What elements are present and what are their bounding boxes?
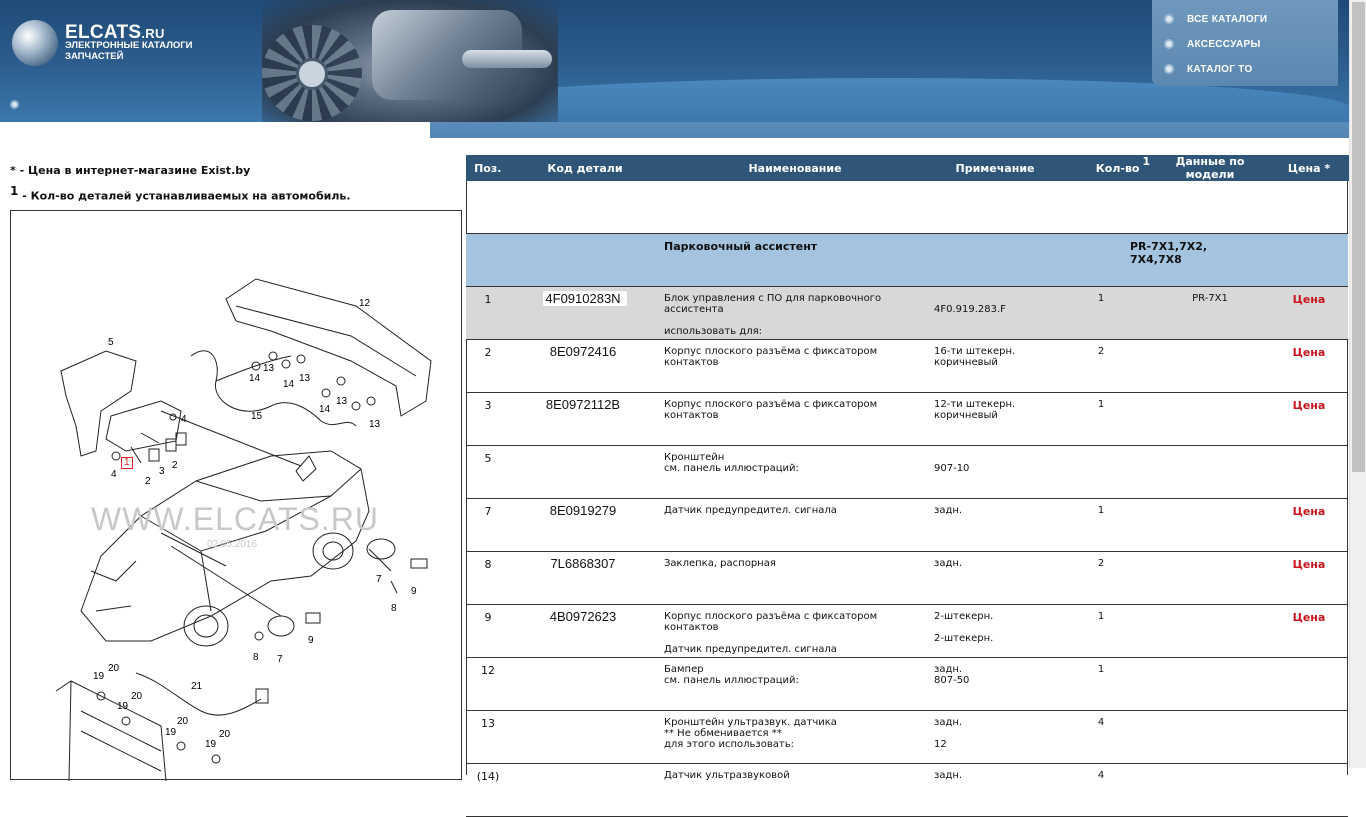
nav-service-catalog[interactable]: КАТАЛОГ ТО — [1164, 61, 1253, 77]
table-row[interactable] — [466, 339, 1348, 392]
part-code-link[interactable]: 7L6868307 — [548, 556, 621, 571]
table-row — [466, 181, 1348, 233]
engine-banner-image — [262, 0, 558, 122]
callout-13[interactable]: 13 — [299, 373, 311, 384]
table-row[interactable] — [466, 604, 1348, 657]
callout-14[interactable]: 14 — [283, 379, 295, 390]
nav-accessories[interactable]: АКСЕССУАРЫ — [1164, 36, 1261, 52]
part-qty: 4 — [1060, 763, 1142, 816]
table-row[interactable] — [466, 551, 1348, 604]
part-note: задн. — [934, 663, 963, 675]
group-model-line1: PR-7X1,7X2, — [1130, 239, 1208, 253]
part-name-extra2: для этого использовать: — [664, 738, 794, 750]
diagram-watermark-date: 02.05.2016 — [207, 539, 258, 550]
callout-4[interactable]: 4 — [181, 414, 187, 425]
site-logo-subtitle: ЭЛЕКТРОННЫЕ КАТАЛОГИ ЗАПЧАСТЕЙ — [65, 40, 193, 62]
nav-all-catalogs[interactable]: ВСЕ КАТАЛОГИ — [1164, 11, 1267, 27]
callout-20[interactable]: 20 — [131, 691, 143, 702]
part-name: Датчик ультразвуковой — [664, 769, 790, 781]
callout-9[interactable]: 9 — [308, 635, 314, 646]
nav-bullet-icon — [1164, 64, 1174, 74]
callout-8[interactable]: 8 — [253, 652, 259, 663]
row-pos: (14) — [466, 763, 510, 816]
part-qty: 1 — [1060, 604, 1142, 657]
part-name-extra: Датчик предупредител. сигнала — [664, 643, 837, 655]
part-note: 2-штекерн. — [934, 610, 994, 622]
row-pos: 12 — [466, 657, 510, 710]
part-model: PR-7X1 — [1150, 286, 1270, 339]
globe-logo-icon[interactable] — [12, 20, 58, 66]
callout-12[interactable]: 12 — [359, 298, 371, 309]
part-name: Кронштейн ультразвук. датчика — [664, 716, 837, 728]
diagram-illustration — [11, 211, 463, 781]
callout-9[interactable]: 9 — [411, 586, 417, 597]
part-note: задн. — [934, 504, 963, 516]
table-row[interactable] — [466, 710, 1348, 763]
row-pos: 2 — [466, 339, 510, 392]
callout-14[interactable]: 14 — [319, 404, 331, 415]
part-code-link[interactable]: 8E0972112B — [544, 397, 626, 412]
row-pos: 8 — [466, 551, 510, 604]
callout-3[interactable]: 3 — [159, 466, 165, 477]
part-name: Заклепка, распорная — [664, 557, 776, 569]
site-logo-title[interactable]: ELCATS.RU — [65, 22, 165, 43]
part-note: задн. — [934, 557, 963, 569]
callout-2[interactable]: 2 — [145, 476, 151, 487]
table-row[interactable] — [466, 286, 1348, 339]
part-note: задн. — [934, 769, 963, 781]
group-model-line2: 7X4,7X8 — [1130, 252, 1182, 266]
part-qty: 2 — [1060, 339, 1142, 392]
price-legend: * - Цена в интернет-магазине Exist.by — [10, 164, 251, 177]
part-name: Кронштейн — [664, 451, 725, 463]
part-name: Корпус плоского разъёма с фиксатором контактов — [664, 610, 878, 633]
part-qty: 2 — [1060, 551, 1142, 604]
part-name-extra: см. панель иллюстраций: — [664, 462, 799, 474]
callout-19[interactable]: 19 — [205, 739, 217, 750]
table-header-row — [466, 155, 1348, 181]
top-nav — [1152, 0, 1338, 86]
callout-1-selected[interactable]: 1 — [121, 457, 133, 469]
callout-19[interactable]: 19 — [117, 701, 129, 712]
part-note: 12-ти штекерн. — [934, 398, 1016, 410]
part-name-extra: ** Не обменивается ** — [664, 727, 782, 739]
parts-table — [466, 155, 1349, 817]
callout-4[interactable]: 4 — [111, 469, 117, 480]
header-wave — [430, 78, 1350, 138]
col-code: Код детали — [510, 155, 660, 181]
row-pos: 9 — [466, 604, 510, 657]
callout-13[interactable]: 13 — [263, 363, 275, 374]
col-price: Цена * — [1270, 155, 1348, 181]
callout-8[interactable]: 8 — [391, 603, 397, 614]
part-name-extra: см. панель иллюстраций: — [664, 674, 799, 686]
part-code-link[interactable]: 4B0972623 — [548, 609, 623, 624]
row-pos: 3 — [466, 392, 510, 445]
col-model: Данные по модели — [1150, 155, 1270, 181]
callout-5[interactable]: 5 — [108, 337, 114, 348]
parts-diagram[interactable] — [10, 210, 462, 780]
part-name: Корпус плоского разъёма с фиксатором контактов — [664, 345, 878, 368]
part-note: 16-ти штекерн. — [934, 345, 1016, 357]
callout-15[interactable]: 15 — [251, 411, 263, 422]
table-row[interactable] — [466, 657, 1348, 710]
part-name: Блок управления с ПО для парковочного ассистента — [664, 292, 882, 315]
callout-7[interactable]: 7 — [376, 574, 382, 585]
col-qty: Кол-во — [1060, 155, 1142, 181]
callout-13[interactable]: 13 — [336, 396, 348, 407]
part-name: Корпус плоского разъёма с фиксатором контактов — [664, 398, 878, 421]
table-group-row — [466, 233, 1348, 286]
site-header — [0, 0, 1349, 122]
row-pos: 7 — [466, 498, 510, 551]
part-name: Бампер — [664, 663, 704, 675]
row-pos: 5 — [466, 445, 510, 498]
group-name: Парковочный ассистент — [664, 239, 818, 253]
table-row[interactable] — [466, 445, 1348, 498]
price-link[interactable]: Цена — [1270, 392, 1348, 445]
part-qty: 1 — [1060, 392, 1142, 445]
part-name: Датчик предупредител. сигнала — [664, 504, 837, 516]
col-pos: Поз. — [466, 155, 510, 181]
part-code-link[interactable]: 4F0910283N — [543, 291, 626, 306]
home-dot-icon[interactable] — [10, 100, 19, 109]
price-link[interactable]: Цена — [1270, 551, 1348, 604]
row-pos: 13 — [466, 710, 510, 763]
part-code-link[interactable]: 8E0972416 — [548, 344, 623, 359]
nav-bullet-icon — [1164, 14, 1174, 24]
price-link[interactable]: Цена — [1270, 339, 1348, 392]
callout-19[interactable]: 19 — [93, 671, 105, 682]
callout-20[interactable]: 20 — [219, 729, 231, 740]
part-note-extra: 907-10 — [934, 462, 970, 474]
callout-21[interactable]: 21 — [191, 681, 203, 692]
part-note: задн. — [934, 716, 963, 728]
qty-legend: $^1$ - Кол-во деталей устанавливаемых на автомобиль. — [10, 184, 351, 203]
table-row[interactable] — [466, 392, 1348, 445]
part-note-extra: 4F0.919.283.F — [934, 303, 1006, 315]
page-scrollbar[interactable] — [1349, 0, 1366, 768]
part-qty: 1 — [1060, 498, 1142, 551]
col-qty-mark: 1 — [1142, 155, 1150, 181]
table-row[interactable] — [466, 498, 1348, 551]
part-qty: 4 — [1060, 710, 1142, 763]
callout-13[interactable]: 13 — [369, 419, 381, 430]
scrollbar-thumb[interactable] — [1352, 2, 1365, 472]
price-link[interactable]: Цена — [1270, 604, 1348, 657]
part-name-extra: использовать для: — [664, 325, 762, 337]
callout-20[interactable]: 20 — [108, 663, 120, 674]
row-pos: 1 — [466, 286, 510, 339]
part-qty: 1 — [1060, 286, 1142, 339]
callout-20[interactable]: 20 — [177, 716, 189, 727]
part-note-extra: 2-штекерн. — [934, 632, 994, 644]
callout-14[interactable]: 14 — [249, 373, 261, 384]
price-link[interactable]: Цена — [1270, 498, 1348, 551]
part-note-extra: 807-50 — [934, 674, 970, 686]
price-link[interactable]: Цена — [1270, 286, 1348, 339]
col-name: Наименование — [660, 155, 930, 181]
diagram-watermark: WWW.ELCATS.RU — [91, 501, 379, 537]
nav-bullet-icon — [1164, 39, 1174, 49]
table-row[interactable] — [466, 763, 1348, 816]
callout-7[interactable]: 7 — [277, 654, 283, 665]
callout-19[interactable]: 19 — [165, 727, 177, 738]
part-note-extra: 12 — [934, 738, 947, 750]
part-code-link[interactable]: 8E0919279 — [548, 503, 623, 518]
callout-2[interactable]: 2 — [172, 460, 178, 471]
part-note-extra: коричневый — [934, 356, 998, 368]
col-note: Примечание — [930, 155, 1060, 181]
part-qty: 1 — [1060, 657, 1142, 710]
part-note-extra: коричневый — [934, 409, 998, 421]
